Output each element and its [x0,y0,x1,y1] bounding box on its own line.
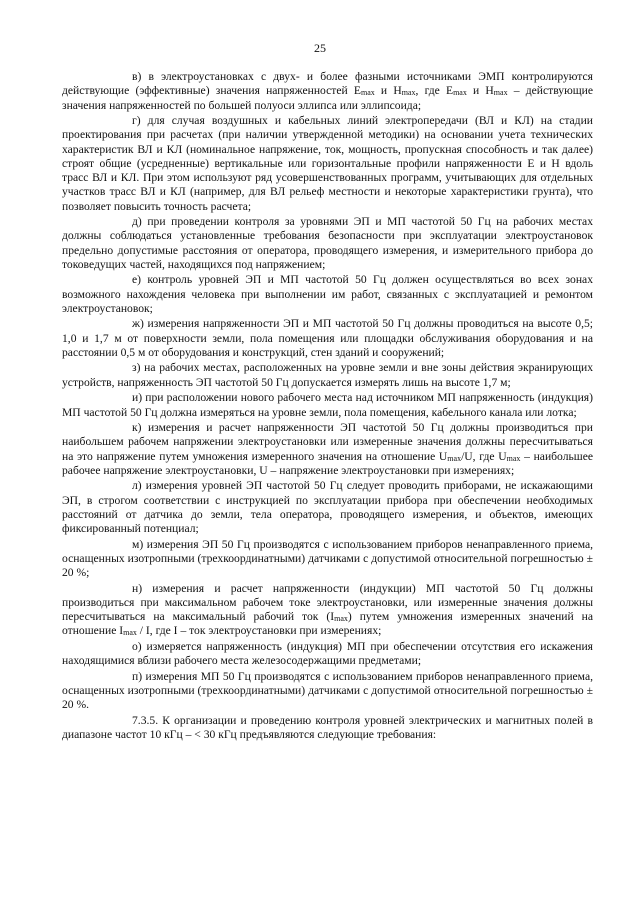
paragraph-d [62,215,593,272]
paragraph-m [62,538,593,581]
paragraph-text: , где E [415,84,454,98]
paragraph-text: и H [466,84,494,98]
paragraph-i [62,391,593,420]
paragraph-text: к) измерения и расчет напряженности ЭП частотой 50 Гц должны производиться при наибольшем рабочем напряжении электроустановки или измеренные значения должны пересчитываться на это напряжение путем умножения измеренного значения на отношение U [62,421,593,463]
page-number: 25 [314,41,326,55]
paragraph-l [62,479,593,536]
subscript: max [506,453,521,463]
paragraph-text: и) при расположении нового рабочего места над источником МП напряженность (индукция) МП частотой 50 Гц должна измеряться на уровне земли, пола помещения, кабельного канала или лотка; [62,391,593,419]
paragraph-k [62,421,593,478]
paragraph-z [62,361,593,390]
paragraph-text: / I, где I – ток электроустановки при измерениях; [136,624,382,638]
paragraph-zh [62,317,593,360]
paragraph-g [62,114,593,214]
paragraph-text: о) измеряется напряженность (индукция) МП при обеспечении отсутствия его искажения находящимися вблизи рабочего места железосодержащими предметами; [62,640,593,668]
paragraph-text: /U, где U [461,449,507,463]
subscript: max [334,614,348,624]
paragraph-text: е) контроль уровней ЭП и МП частотой 50 Гц должен осуществляться во всех зонах возможного нахождения человека при выполнении им работ, связанных с эксплуатацией и ремонтом электроустановок; [62,273,593,315]
paragraph-text: – действующие значения напряженностей по большей полуоси эллипса или эллипсоида; [62,84,594,112]
paragraph-v [62,70,593,113]
subscript: max [453,88,467,98]
paragraph-p [62,670,593,713]
subscript: max [493,88,508,98]
paragraph-text: ж) измерения напряженности ЭП и МП частотой 50 Гц должны проводиться на высоте 0,5; 1,0 и 1,7 м от поверхности земли, пола помещения или площадки обслуживания оборудования и на расстоянии 0,5 м от оборудования и конструкций, стен зданий и сооружений; [62,317,593,359]
subscript: max [123,628,137,638]
paragraph-n [62,582,593,639]
paragraph-text: д) при проведении контроля за уровнями ЭП и МП частотой 50 Гц на рабочих местах должны соблюдаться установленные требования безопасности при эксплуатации электроустановок предельно допустимые расстояния от оператора, проводящего измерения, и измерительного прибора до токоведущих частей, находящихся под напряжением; [62,215,593,271]
paragraph-text: з) на рабочих местах, расположенных на уровне земли и вне зоны действия экранирующих устройств, напряженность ЭП частотой 50 Гц допускается измерять лишь на высоте 1,7 м; [62,361,593,389]
paragraph-e [62,273,593,316]
paragraph-text: м) измерения ЭП 50 Гц производятся с использованием приборов ненаправленного приема, оснащенных изотропными (трехкоординатными) датчиками с допустимой относительной погрешностью ± 20 %; [62,537,593,580]
paragraph-text: – наибольшее рабочее напряжение электроустановки, U – напряжение электроустановки при измерениях; [62,449,593,477]
document-body [62,70,593,744]
subscript: max [360,88,375,98]
paragraph-text: в) в электроустановках с двух- и более фазными источниками ЭМП контролируются действующие (эффективные) значения напряженностей E [62,70,593,98]
subscript: max [447,453,462,463]
paragraph-text: г) для случая воздушных и кабельных линий электропередачи (ВЛ и КЛ) на стадии проектирования при расчетах (при наличии утвержденной методики) на основании учета технических характеристик ВЛ и КЛ (номинальное напряжение, ток, мощность, пропускная способность и так далее) строят общие (усредненные) вертикальные или горизонтальные профили напряженности Е и Н вдоль трасс ВЛ и КЛ. При этом используют ряд усовершенствованных программ, учитывающих для отдельных участков трасс ВЛ и КЛ (например, для ВЛ рельеф местности и некоторые характеристики грунта), что позволяет повысить точность расчета; [62,114,593,213]
paragraph-text: н) измерения и расчет напряженности (индукции) МП частотой 50 Гц должны производиться при максимальном рабочем токе электроустановки, или измеренные значения должны пересчитываться на максимальный рабочий ток (I [62,581,593,624]
paragraph-text: п) измерения МП 50 Гц производятся с использованием приборов ненаправленного приема, оснащенных изотропными (трехкоординатными) датчиками с допустимой относительной погрешностью ± 20 %. [62,669,593,712]
paragraph-s735 [62,714,593,743]
paragraph-text: 7.3.5. К организации и проведению контроля уровней электрических и магнитных полей в диапазоне частот 10 кГц – < 30 кГц предъявляются следующие требования: [62,713,593,742]
paragraph-text: ) путем умножения измеренных значений на отношение I [62,610,593,638]
paragraph-text: л) измерения уровней ЭП частотой 50 Гц следует проводить приборами, не искажающими ЭП, в строгом соответствии с инструкцией по эксплуатации прибора при обеспечении необходимых расстояний от датчика до земли, тела оператора, проводящего измерения, и объектов, имеющих фиксированный потенциал; [62,479,593,536]
paragraph-o [62,640,593,669]
subscript: max [401,88,416,98]
paragraph-text: и H [374,84,402,98]
